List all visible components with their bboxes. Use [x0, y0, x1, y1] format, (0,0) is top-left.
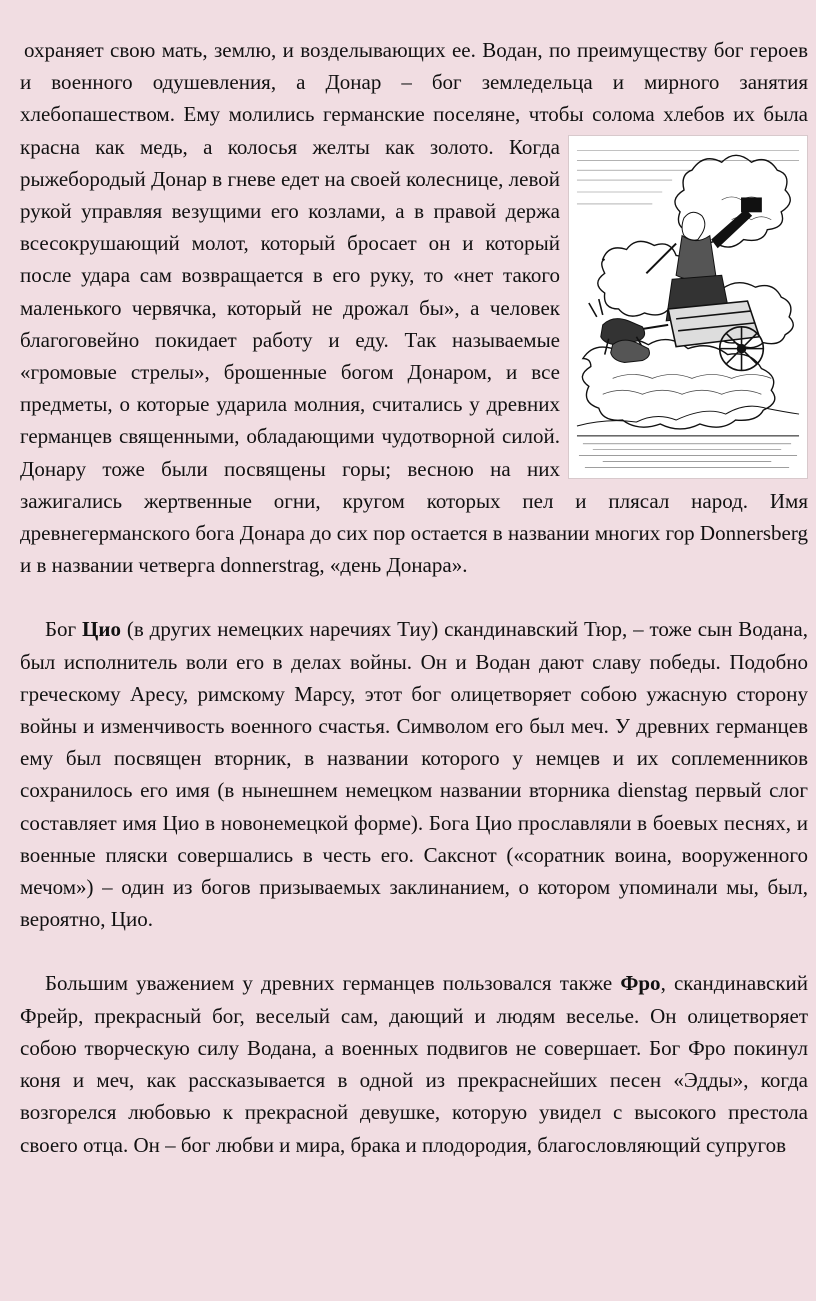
- paragraph-gap: [20, 935, 808, 967]
- paragraph-fro: [20, 967, 808, 1160]
- paragraph-tsio: [20, 613, 808, 935]
- paragraph-fro-after: , скандинавский Фрейр, прекрасный бог, веселый сам, дающий и людям веселье. Он олицетворяет собою творческую силу Водана, а военных подвигов не совершает. Бог Фро покинул коня и меч, как рассказывается в одной из прекраснейших песен «Эдды», когда возгорелся любовью к прекрасной девушке, которую увидел с высокого престола своего отца. Он – бог любви и мира, брака и плодородия, благословляющий супругов: [20, 971, 808, 1157]
- paragraph-fro-before: Большим уважением у древних германцев пользовался также: [45, 971, 621, 996]
- god-name-fro: Фро: [620, 971, 661, 996]
- donar-chariot-illustration: [568, 135, 808, 479]
- paragraph-donar-rest: как золото. Когда рыжебородый Донар в гневе едет на своей колеснице, левой рукой управляя везущими его козлами, а в правой держа всесокрушающий молот, который бросает он и который после удара сам возвращается в его руку, то «нет такого маленького червячка, который не дрожал бы», а человек благоговейно покидает работу и еду. Так называемые «громовые стрелы», брошенные богом Донаром, и все предметы, о которые ударила молния, считались у древних германцев священными, обладающими чудотворной силой. Донару тоже были посвящены горы; весною на них зажигались жертвенные огни, кругом которых пел и плясал народ. Имя древнегерманского бога Донара до сих пор остается в названии многих гор Donnersberg и в названии четверга donnerstrag, «день Донара».: [20, 134, 808, 578]
- god-name-tsio: Цио: [82, 617, 121, 642]
- paragraph-tsio-after: (в других немецких наречиях Тиу) скандинавский Тюр, – тоже сын Водана, был исполнитель воли его в делах войны. Он и Водан дают славу победы. Подобно греческому Аресу, римскому Марсу, этот бог олицетворяет собою ужасную сторону войны и изменчивость военного счастья. Символом его был меч. У древних германцев ему был посвящен вторник, в названии которого у немцев и их соплеменников сохранилось его имя (в нынешнем немецком названии вторника dienstag первый слог составляет имя Цио в новонемецкой форме). Бога Цио прославляли в боевых песнях, и военные пляски совершались в честь его. Сакснот («соратник воина, вооруженного мечом») – один из богов призываемых заклинанием, о котором упоминали мы, был, вероятно, Цио.: [20, 617, 808, 932]
- paragraph-tsio-before: Бог: [45, 617, 83, 642]
- paragraph-gap: [20, 581, 808, 613]
- paragraph-donar-lead: охраняет свою мать, землю, и возделывающих ее. Водан, по преимуществу бог героев и военного одушевления, а Донар – бог земледельца и мирного занятия хлебопашеством. Ему молились германские поселяне, чтобы солома хлебов их была красна как медь, а колосья желты: [20, 38, 808, 159]
- donar-chariot-drawing: [573, 140, 803, 474]
- paragraph-donar: [20, 34, 808, 581]
